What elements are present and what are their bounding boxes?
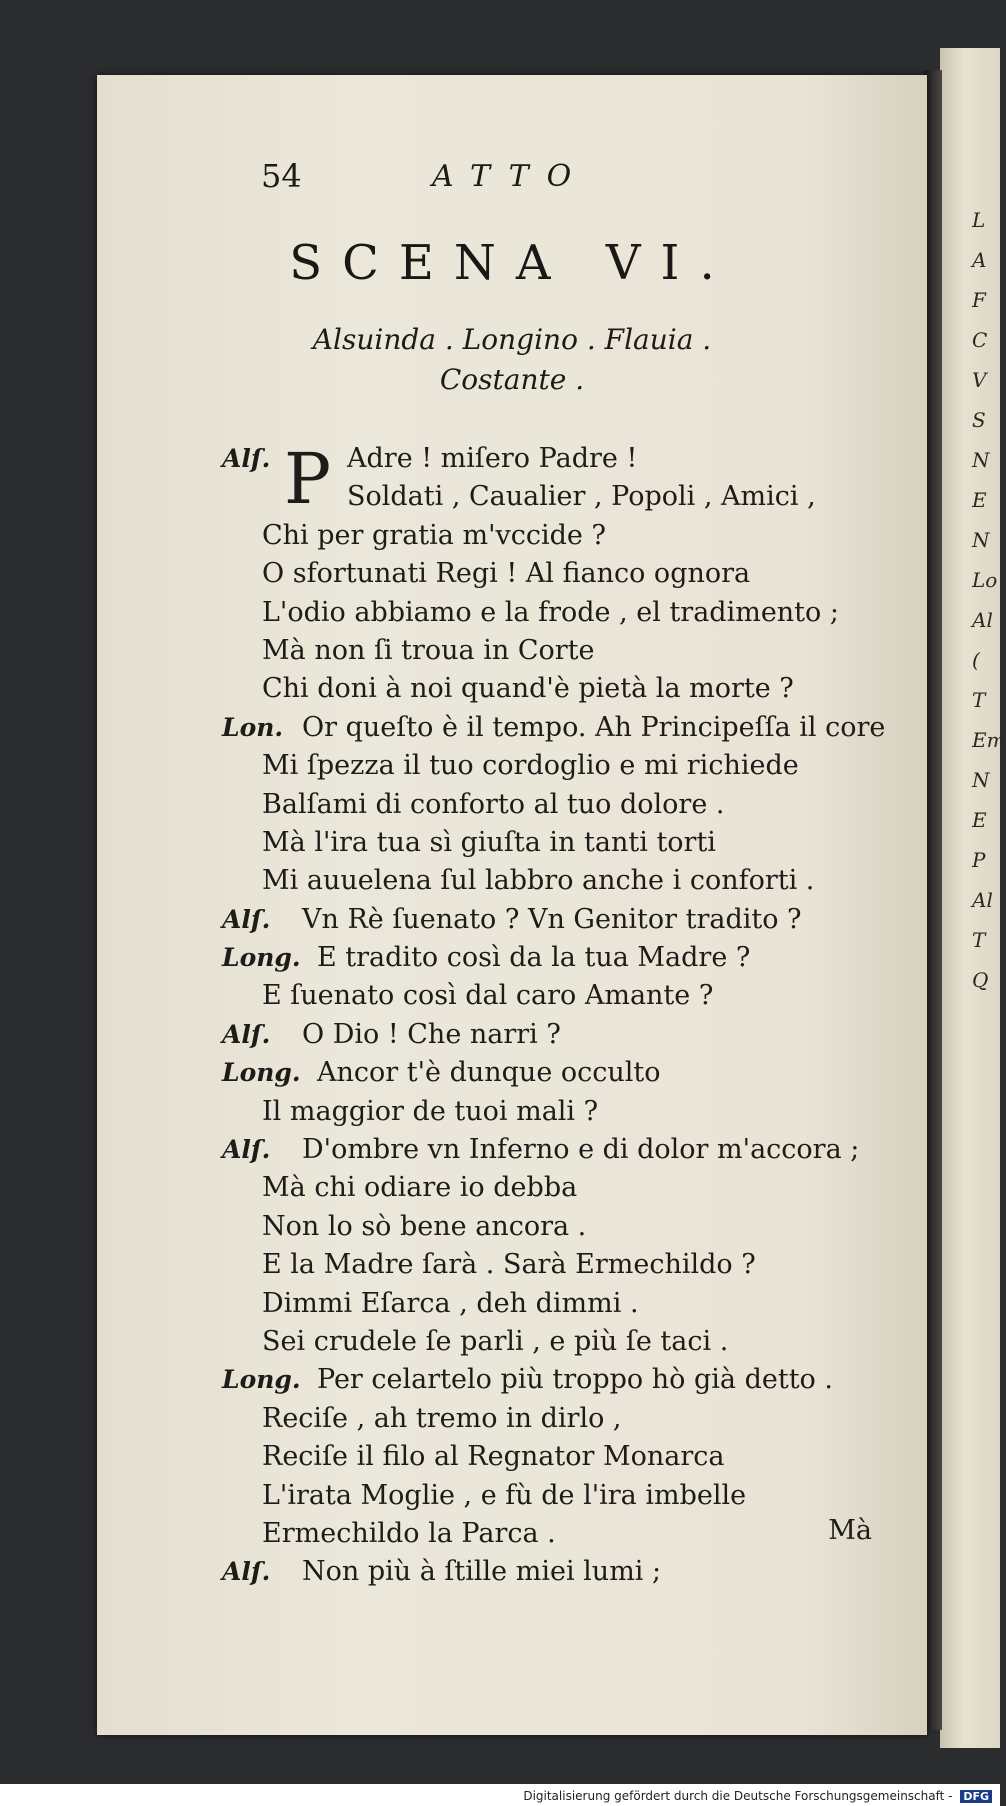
fragment-letter: V — [972, 368, 987, 392]
verse-line — [222, 862, 897, 900]
verse-line — [222, 939, 897, 977]
speaker-label: Long. — [222, 943, 301, 973]
character-list-line-1: Alsuinda . Longino . Flauia . — [312, 323, 712, 356]
verse-text: Mi ſpezza il tuo cordoglio e mi richiede — [262, 750, 799, 782]
verse-line — [222, 1246, 897, 1284]
character-list-line-2: Costante . — [439, 363, 585, 396]
verse-text: E ſuenato così dal caro Amante ? — [262, 980, 714, 1012]
verse-line — [222, 594, 897, 632]
verse-text: O sfortunati Regi ! Al fianco ognora — [262, 558, 751, 590]
verse-text: Vn Rè ſuenato ? Vn Genitor tradito ? — [302, 903, 802, 935]
verse-line — [222, 1208, 897, 1246]
verse-text: Il maggior de tuoi mali ? — [262, 1095, 599, 1127]
verse-line — [222, 747, 897, 785]
verse-text: Reciſe , ah tremo in dirlo , — [262, 1402, 622, 1434]
fragment-letter: Al — [972, 888, 993, 912]
verse-text: Ermechildo la Parca . — [262, 1517, 556, 1549]
speaker-label: Alſ. — [222, 444, 271, 473]
speaker-label: Long. — [222, 1058, 301, 1088]
verse-text: L'odio abbiamo e la frode , el tradimento ; — [262, 596, 839, 628]
catchword: Mà — [828, 1515, 872, 1546]
character-list — [97, 320, 927, 400]
verse-text: Or queſto è il tempo. Ah Principeſſa il core — [302, 711, 886, 743]
speaker-label: Lon. — [222, 712, 284, 742]
fragment-letter: E — [972, 808, 987, 832]
drop-initial: P — [284, 438, 332, 520]
fragment-letter: N — [972, 768, 990, 792]
verse-text: Adre ! miſero Padre ! — [347, 443, 638, 474]
verse-line — [222, 670, 897, 708]
verse-text: E tradito così da la tua Madre ? — [317, 942, 751, 974]
verse-line — [222, 1016, 897, 1054]
fragment-letter: ( — [972, 648, 980, 672]
verse-text: Mà chi odiare io debba — [262, 1172, 578, 1204]
verse-line — [222, 709, 897, 747]
verse-line — [222, 1515, 897, 1553]
verse-text: Per celartelo più troppo hò già detto . — [317, 1364, 833, 1396]
verse-text: E la Madre ſarà . Sarà Ermechildo ? — [262, 1249, 756, 1281]
book-page — [97, 75, 927, 1735]
verse-line — [222, 517, 897, 555]
verse-line — [222, 632, 897, 670]
verse-text: Chi per gratia m'vccide ? — [262, 519, 606, 551]
verse-line — [222, 1400, 897, 1438]
verse-text: Non lo sò bene ancora . — [262, 1210, 587, 1242]
digitization-credit — [523, 1789, 992, 1803]
credit-text: Digitalisierung gefördert durch die Deutsche Forschungsgemeinschaft - — [523, 1789, 953, 1803]
verse-line — [222, 1169, 897, 1207]
fragment-letter: N — [972, 448, 990, 472]
speaker-label: Alſ. — [222, 1019, 271, 1049]
fragment-letter: A — [972, 248, 987, 272]
speaker-label: Long. — [222, 1365, 301, 1395]
verse-line — [222, 1285, 897, 1323]
verse-line — [222, 1477, 897, 1515]
verse-text: Mi auuelena ſul labbro anche i conforti . — [262, 865, 815, 897]
verse-line — [222, 1361, 897, 1399]
page-number: 54 — [261, 157, 302, 195]
verse-line — [222, 977, 897, 1015]
verse-line — [222, 1131, 897, 1169]
fragment-letter: Q — [972, 968, 989, 992]
verse-line — [222, 1323, 897, 1361]
fragment-letter: T — [972, 688, 986, 712]
fragment-letter: Em — [972, 728, 1006, 752]
speaker-label: Alſ. — [222, 1135, 271, 1165]
speaker-label: Alſ. — [222, 1557, 271, 1587]
fragment-letter: Lo — [972, 568, 998, 592]
verse-text: D'ombre vn Inferno e di dolor m'accora ; — [302, 1134, 860, 1166]
verse-text: Mà l'ira tua sì giuſta in tanti torti — [262, 826, 716, 858]
speaker-label: Alſ. — [222, 904, 271, 934]
fragment-letter: L — [972, 208, 986, 232]
fragment-letter: E — [972, 488, 987, 512]
fragment-letter: Al — [972, 608, 993, 632]
verse-line — [222, 1093, 897, 1131]
verse-line — [222, 901, 897, 939]
verse-text: Balſami di conforto al tuo dolore . — [262, 788, 725, 820]
fragment-letter: F — [972, 288, 986, 312]
verse-line — [222, 1553, 897, 1591]
fragment-letter: C — [972, 328, 988, 352]
fragment-letter: S — [972, 408, 986, 432]
verse-text: Reciſe il filo al Regnator Monarca — [262, 1441, 725, 1473]
verse-text: L'irata Moglie , e fù de l'ira imbelle — [262, 1479, 747, 1511]
footer-bar — [0, 1784, 1000, 1806]
verse-text: Dimmi Eſarca , deh dimmi . — [262, 1287, 639, 1319]
verse-line — [222, 1438, 897, 1476]
verse-line — [222, 555, 897, 593]
fragment-letter: T — [972, 928, 986, 952]
facing-page-fragments — [972, 200, 1006, 1000]
verse-text: O Dio ! Che narri ? — [302, 1018, 561, 1050]
verse-text: Soldati , Caualier , Popoli , Amici , — [347, 481, 816, 513]
dialogue-lines — [222, 440, 897, 1592]
verse-text: Non più à ſtille miei lumi ; — [302, 1556, 662, 1588]
fragment-letter: N — [972, 528, 990, 552]
running-head: ATTO — [432, 159, 590, 194]
verse-line — [222, 824, 897, 862]
dfg-logo: DFG — [960, 1790, 992, 1803]
fragment-letter: P — [972, 848, 986, 872]
scene-title: SCENA VI. — [289, 235, 735, 291]
verse-text: Chi doni à noi quand'è pietà la morte ? — [262, 673, 794, 705]
verse-text: Ancor t'è dunque occulto — [317, 1057, 661, 1089]
page-header — [97, 157, 927, 207]
verse-text: Mà non ſi troua in Corte — [262, 634, 595, 666]
verse-line — [222, 478, 897, 516]
verse-text: Sei crudele ſe parli , e più ſe taci . — [262, 1325, 729, 1357]
verse-line — [222, 1054, 897, 1092]
verse-line — [222, 786, 897, 824]
